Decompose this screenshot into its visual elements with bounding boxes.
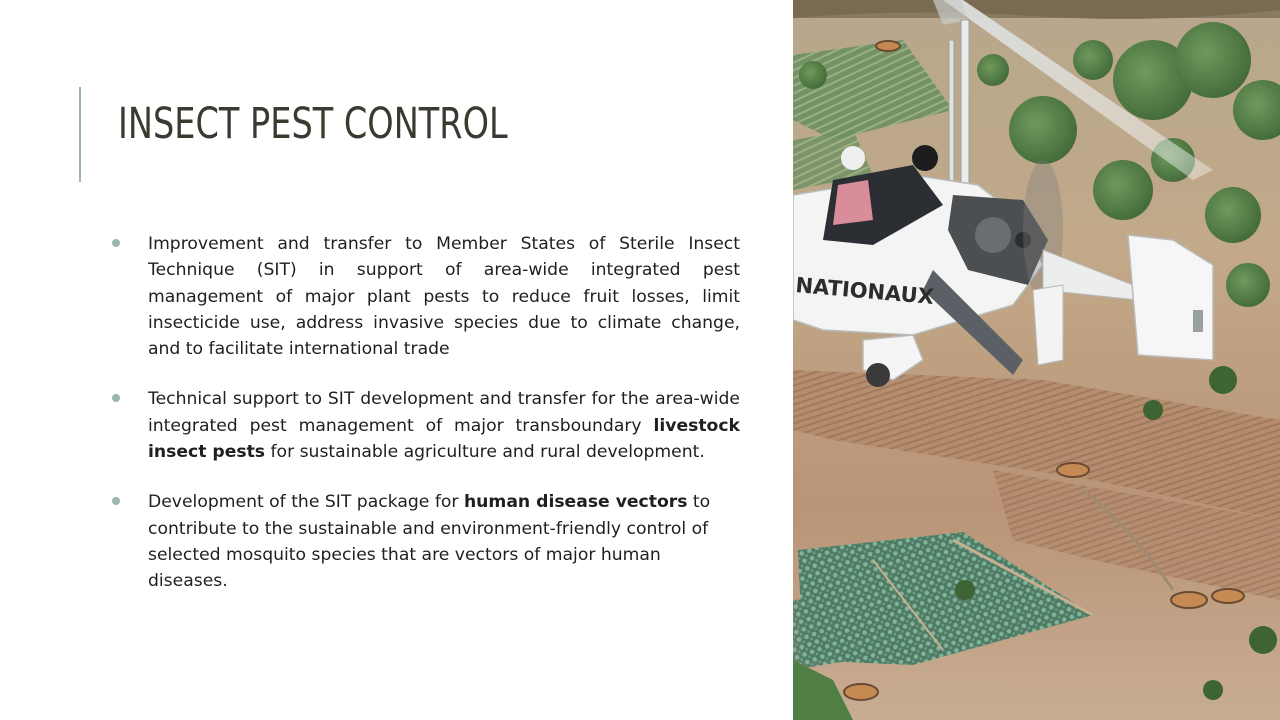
bullet-bold-term: human disease vectors — [463, 492, 688, 513]
bullet-text — [148, 489, 740, 594]
bullet-text-part: for sustainable agriculture and rural development. — [265, 442, 705, 463]
bullet-bold-term: livestock insect pests — [148, 415, 740, 463]
bullet-list — [112, 231, 740, 595]
bullet-text-part: Technical support to SIT development and transfer for the area-wide integrated pest management of major transboundary — [148, 389, 740, 436]
bullet-text — [148, 231, 740, 362]
bullet-item-livestock-pests — [112, 386, 740, 465]
title-accent-line — [79, 87, 81, 182]
bullet-text — [148, 386, 740, 465]
bullet-dot-icon — [112, 497, 120, 505]
svg-text:NATIONAUX: NATIONAUX — [794, 273, 935, 310]
bullet-item-disease-vectors — [112, 489, 740, 594]
bullet-text-part: to contribute to the sustainable and environment-friendly control of selected mosquito species that are vectors of major human diseases. — [148, 492, 711, 592]
bullet-text-part: Development of the SIT package for — [148, 492, 464, 513]
bullet-dot-icon — [112, 239, 120, 247]
bullet-item-plant-pests — [112, 231, 740, 362]
gyrocopter-over-farmland-photo — [793, 0, 1280, 720]
slide-title: INSECT PEST CONTROL — [118, 99, 508, 149]
bullet-text-part: Improvement and transfer to Member States of Sterile Insect Technique (SIT) in support of area-wide integrated pest management of major plant pests to reduce fruit losses, limit insecticide use, address invasive species due to climate change, and to facilitate international trade — [148, 234, 740, 360]
bullet-dot-icon — [112, 394, 120, 402]
